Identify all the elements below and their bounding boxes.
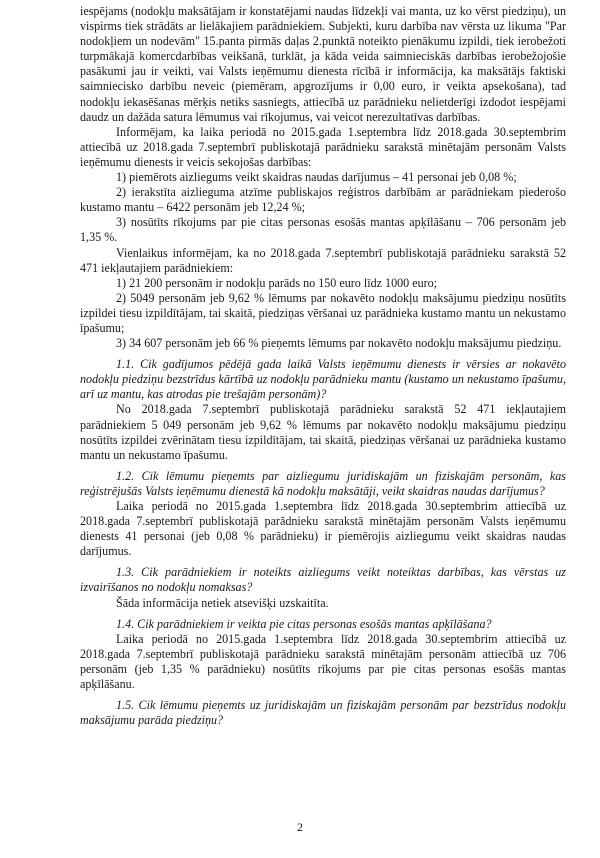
answer-1-2: Laika periodā no 2015.gada 1.septembra līdz 2018.gada 30.septembrim attiecībā uz 2018.gada 7.septembrī publiskotajā parādnieku sarakstā minētajām personām Valsts ieņēmumu dienests 41 personai (jeb 0,08 % parādnieku) ir piemērojis aizliegumu veikt skaidras naudas darījumus. bbox=[80, 499, 566, 559]
answer-1-4: Laika periodā no 2015.gada 1.septembra līdz 2018.gada 30.septembrim attiecībā uz 2018.gada 7.septembrī publiskotajā parādnieku sarakstā minētajām personām attiecībā uz 706 personām (jeb 1,35 % parādnieku) nosūtīts rīkojums par pie citas personas esošās mantas apķīlāšanu. bbox=[80, 631, 566, 692]
paragraph-inform: Informējam, ka laika periodā no 2015.gada 1.septembra līdz 2018.gada 30.septembrim attiecībā uz 2018.gada 7.septembrī publiskotajā parādnieku sarakstā minētajām personām Valsts ieņēmumu dienests ir veicis sekojošas darbības: bbox=[80, 124, 566, 169]
list-item: 3) nosūtīts rīkojums par pie citas personas esošās mantas apķīlāšanu – 706 personām jeb 1,35 %. bbox=[80, 215, 566, 245]
list-item: 2) 5049 personām jeb 9,62 % lēmums par nokavēto nodokļu maksājumu piedziņu nosūtīts izpildei tiesu izpildītājam, tai skaitā, piedziņas vēršanai uz parādnieka kustamo mantu un nekustamo īpašumu; bbox=[80, 290, 566, 335]
list-item: 1) piemērots aizliegums veikt skaidras naudas darījumus – 41 personai jeb 0,08 %; bbox=[116, 170, 517, 185]
answer-1-3: Šāda informācija netiek atsevišķi uzskaitīta. bbox=[116, 595, 329, 610]
question-1-1: 1.1. Cik gadījumos pēdējā gada laikā Valsts ieņēmumu dienests ir vērsies ar nokavēto nodokļu piedziņu bezstrīdus kārtībā uz nodokļu parādnieku mantu (kustamo un nekustamo īpašumu, arī uz mantu, kas atrodas pie trešajām personām)? bbox=[80, 357, 566, 402]
list-item: 2) ierakstīta aizlieguma atzīme publiskajos reģistros darbībām ar parādniekam piederošo kustamo mantu – 6422 personām jeb 12,24 %; bbox=[80, 185, 566, 215]
list-item: 3) 34 607 personām jeb 66 % pieņemts lēmums par nokavēto nodokļu maksājumu piedziņu. bbox=[116, 336, 562, 351]
question-1-3: 1.3. Cik parādniekiem ir noteikts aizliegums veikt noteiktas darbības, kas vērstas uz izvairīšanos no nodokļu nomaksas? bbox=[80, 565, 566, 595]
question-1-5: 1.5. Cik lēmumu pieņemts uz juridiskajām un fiziskajām personām par bezstrīdus nodokļu maksājumu parāda piedziņu? bbox=[80, 698, 566, 728]
answer-1-1: No 2018.gada 7.septembrī publiskotajā parādnieku sarakstā 52 471 iekļautajiem parādniekiem 5 049 personām jeb 9,62 % lēmums par nokavēto nodokļu maksājumu piedziņu nosūtīts izpildei zvērinātam tiesu izpildītājam, tai skaitā, piedziņas vēršanai uz parādnieka kustamo mantu un nekustamo īpašumu. bbox=[80, 402, 566, 462]
question-1-2: 1.2. Cik lēmumu pieņemts par aizliegumu juridiskajām un fiziskajām personām, kas reģistrējušās Valsts ieņēmumu dienestā kā nodokļu maksātāji, veikt skaidras naudas darījumus? bbox=[80, 468, 566, 498]
list-item: 1) 21 200 personām ir nodokļu parāds no 150 euro līdz 1000 euro; bbox=[116, 275, 438, 290]
document-page bbox=[80, 4, 566, 728]
question-1-4: 1.4. Cik parādniekiem ir veikta pie citas personas esošās mantas apķīlāšana? bbox=[116, 616, 492, 631]
paragraph-inform-2: Vienlaikus informējam, ka no 2018.gada 7.septembrī publiskotajā parādnieku sarakstā 52 471 iekļautajiem parādniekiem: bbox=[80, 245, 566, 275]
paragraph-continuation: iespējams (nodokļu maksātājam ir konstatējami naudas līdzekļi vai manta, uz ko vērst piedziņu), un vispirms tiek strādāts ar lielākajiem parādniekiem. Subjekti, kuru darbība nav vērsta uz likuma "Par nodokļiem un nodevām" 15.panta pirmās daļas 2.punktā noteikto pienākumu izpildi, tiek ierobežoti turpmākajā komercdarbības veikšanā, turklāt, ja kāda veida saimnieciskās darbības ierobežojošie pasākumi jau ir veikti, vai Valsts ieņēmumu dienesta rīcībā ir informācija, ka maksātājs faktiski saimniecisko darbību neveic (piemēram, apgrozījums ir 0,00 euro, ir veikta apsekošana), tad nodokļu iekasēšanas mērķis netiks sasniegts, attiecībā uz parādnieku nelietderīgi izdodot iespējami daudz un dažāda satura lēmumus vai rīkojumus, vai veicot nerezultatīvas darbības. bbox=[80, 4, 566, 124]
page-number: 2 bbox=[297, 820, 303, 834]
